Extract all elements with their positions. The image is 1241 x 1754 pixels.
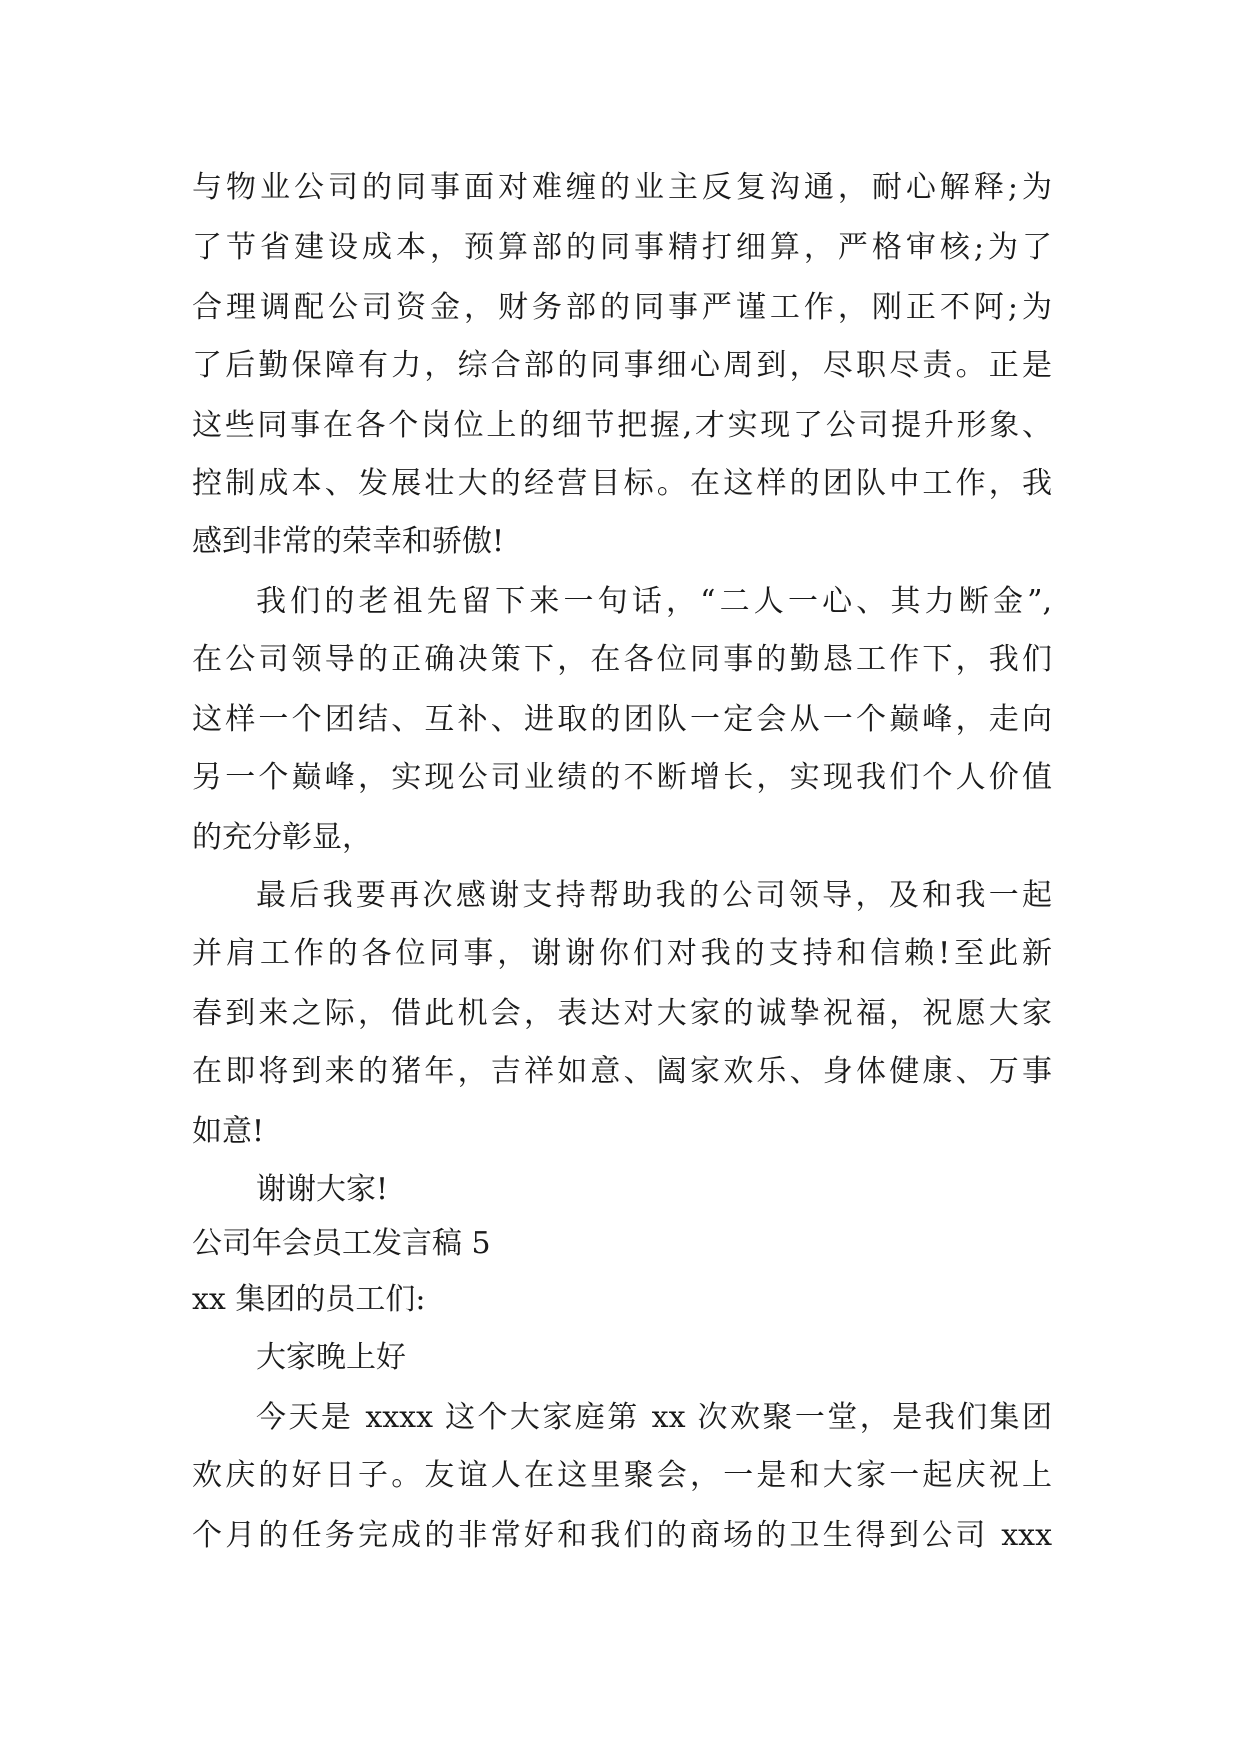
paragraph-line: 了后勤保障有力，综合部的同事细心周到，尽职尽责。正是	[192, 348, 1052, 383]
paragraph-line: 今天是 xxxx 这个大家庭第 xx 次欢聚一堂，是我们集团	[256, 1400, 1052, 1435]
paragraph-line: 的充分彰显，	[192, 820, 372, 855]
paragraph-line: 这样一个团结、互补、进取的团队一定会从一个巅峰，走向	[192, 702, 1052, 737]
paragraph-line: 并肩工作的各位同事，谢谢你们对我的支持和信赖!至此新	[192, 936, 1052, 971]
paragraph-line: 如意!	[192, 1114, 265, 1149]
paragraph-line: 在公司领导的正确决策下，在各位同事的勤恳工作下，我们	[192, 642, 1052, 677]
greeting: 大家晚上好	[256, 1340, 406, 1375]
paragraph-line: 我们的老祖先留下来一句话，“二人一心、其力断金”,	[256, 584, 1052, 619]
paragraph-line: 控制成本、发展壮大的经营目标。在这样的团队中工作，我	[192, 466, 1052, 501]
paragraph-line: 欢庆的好日子。友谊人在这里聚会，一是和大家一起庆祝上	[192, 1458, 1052, 1493]
paragraph-line: 春到来之际，借此机会，表达对大家的诚挚祝福，祝愿大家	[192, 996, 1052, 1031]
paragraph-line: 感到非常的荣幸和骄傲!	[192, 524, 505, 559]
salutation: xx 集团的员工们:	[192, 1282, 426, 1317]
paragraph-line: 最后我要再次感谢支持帮助我的公司领导，及和我一起	[256, 878, 1052, 913]
paragraph-line: 合理调配公司资金，财务部的同事严谨工作，刚正不阿;为	[192, 290, 1052, 325]
paragraph-line: 与物业公司的同事面对难缠的业主反复沟通，耐心解释;为	[192, 170, 1052, 205]
paragraph-line: 在即将到来的猪年，吉祥如意、阖家欢乐、身体健康、万事	[192, 1054, 1052, 1089]
paragraph-line: 这些同事在各个岗位上的细节把握,才实现了公司提升形象、	[192, 408, 1052, 443]
thanks-line: 谢谢大家!	[256, 1172, 389, 1207]
section-title: 公司年会员工发言稿 5	[192, 1226, 491, 1261]
paragraph-line: 个月的任务完成的非常好和我们的商场的卫生得到公司 xxx	[192, 1518, 1052, 1553]
paragraph-line: 了节省建设成本，预算部的同事精打细算，严格审核;为了	[192, 230, 1052, 265]
paragraph-line: 另一个巅峰，实现公司业绩的不断增长，实现我们个人价值	[192, 760, 1052, 795]
